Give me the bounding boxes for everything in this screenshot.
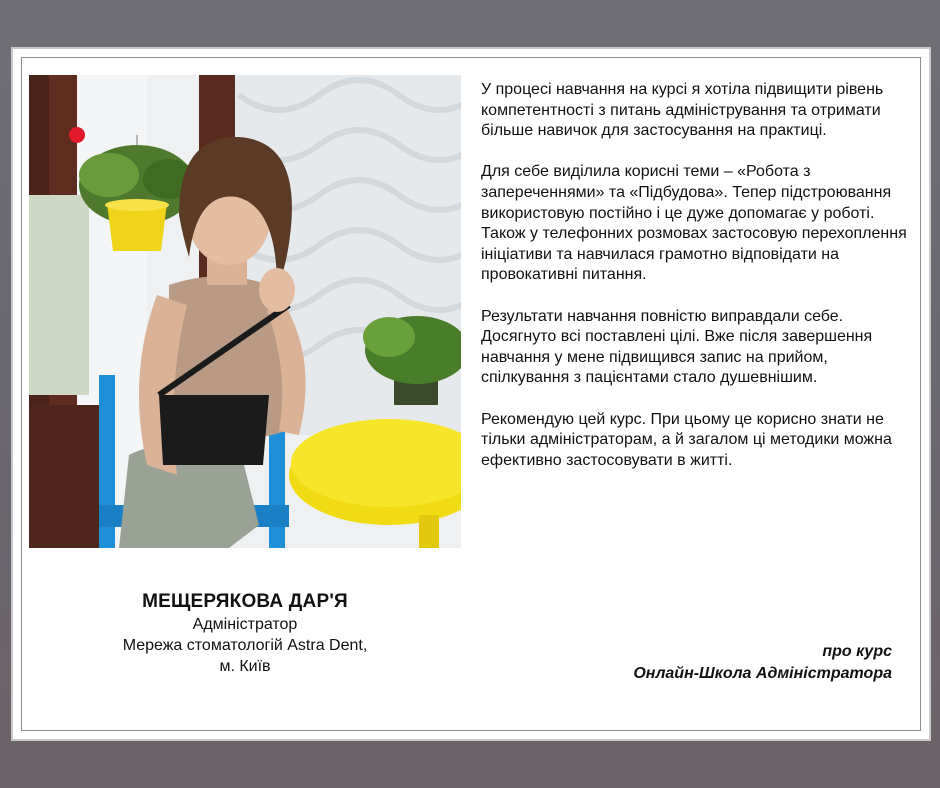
person-company: Мережа стоматологій Astra Dent,: [122, 637, 368, 654]
person-photo: [29, 75, 461, 548]
person-info: [30, 590, 460, 677]
review-paragraph: Рекомендую цей курс. При цьому це корисно знати не тільки адміністраторам, а й загалом ці методики можна ефективно застосовувати в житті.: [481, 410, 892, 469]
person-name: МЕЩЕРЯКОВА ДАР'Я: [142, 591, 348, 612]
signature-line-2: Онлайн-Школа Адміністратора: [633, 665, 892, 682]
person-city: м. Київ: [219, 658, 271, 675]
review-paragraph: Результати навчання повністю виправдали себе. Досягнуто всі поставлені цілі. Вже після завершення навчання у мене підвищився запис на прийом, спілкування з пацієнтами стало душевнішим.: [481, 307, 873, 387]
review-text: [481, 80, 911, 492]
review-paragraph: У процесі навчання на курсі я хотіла підвищити рівень компетентності з питань адміністрування та отримати більше навичок для застосування на практиці.: [481, 81, 884, 140]
signature-line-1: про курс: [822, 643, 892, 660]
review-paragraph: Для себе виділила корисні теми – «Робота з запереченнями» та «Підбудова». Тепер підстроювання використовую постійно і це дуже допомагає у роботі. Також у телефонних розмовах застосовую перехоплення ініціативи та навчилася грамотно відповідати на провокативні питання.: [481, 163, 907, 284]
person-role: Адміністратор: [192, 616, 298, 633]
course-signature: [633, 641, 892, 685]
